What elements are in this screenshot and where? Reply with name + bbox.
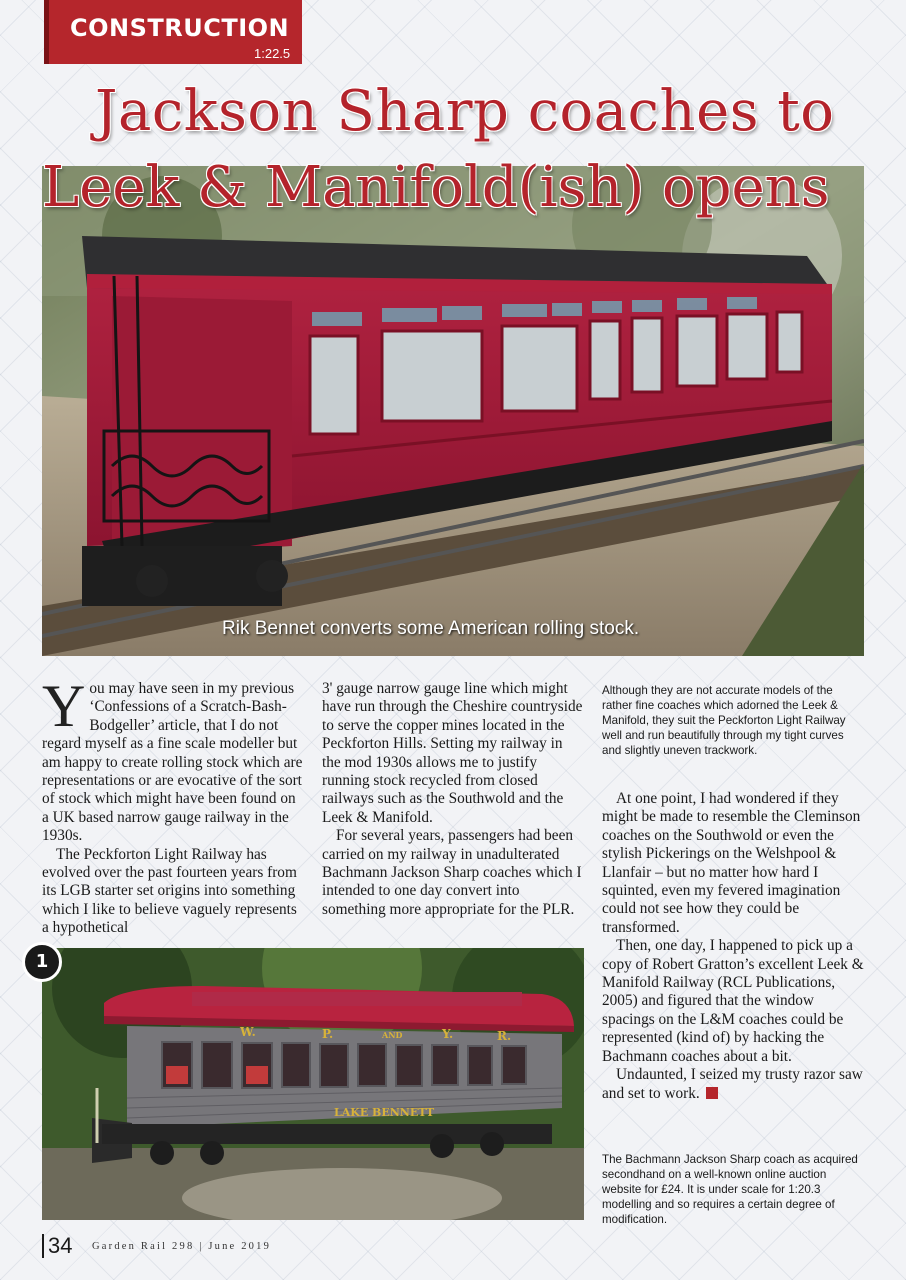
paragraph: ou may have seen in my previous ‘Confessions of a Scratch-Bash-Bodgeller’ article, that I do not regard myself as a fine scale modeller but am happy to create rolling stock which are representations or are evocative of the sort of stock which might have been found on a UK based narrow gauge railway in the 1930s. [42,680,303,845]
paragraph: Undaunted, I seized my trusty razor saw and set to work. [602,1066,863,1102]
hero-caption: Rik Bennet converts some American rolling stock. [222,618,640,639]
hero-photo [42,166,864,656]
coach-lettering-y: Y. [442,1027,454,1041]
photo-caption-bottom: The Bachmann Jackson Sharp coach as acquired secondhand on a well-known online auction website for £24. It is under scale for 1:20.3 modelling and so requires a certain degree of modification. [602,1153,858,1226]
photo-number-badge: 1 [22,942,62,982]
paragraph: For several years, passengers had been carried on my railway in unadulterated Bachmann Jackson Sharp coaches which I intended to one day convert into something more appropriate for the PLR. [322,827,582,918]
article-column-2 [322,680,584,919]
scale-label: 1:22.5 [254,46,291,61]
paragraph: At one point, I had wondered if they might be made to resemble the Cleminson coaches on the Southwold or even the stylish Pickerings on the Welshpool & Llanfair – but no matter how hard I squinted, even my fevered imagination could not see how they could be transformed. [602,790,861,936]
headline-line-1: Jackson Sharp coaches to [95,79,835,144]
article-column-3 [602,790,864,1103]
photo-bachmann-coach [42,948,584,1220]
article-column-1 [42,673,304,938]
paragraph: The Peckforton Light Railway has evolved over the past fourteen years from its LGB starter set origins into something which I like to believe vaguely represents a hypothetical [42,845,297,937]
coach-lettering-and: AND [382,1030,403,1040]
photo-caption-top: Although they are not accurate models of the rather fine coaches which adorned the Leek & Manifold, they suit the Peckforton Light Railway well and run beautifully through my tight curves and slightly uneven trackwork. [602,684,846,757]
section-label: CONSTRUCTION [70,14,290,42]
headline-line-2: Leek & Manifold(ish) opens [42,155,830,220]
page-number: 34 [48,1233,73,1258]
publication-info: Garden Rail 298 | June 2019 [92,1241,272,1252]
section-banner-bar [44,0,49,64]
hero-coach-illustration [42,166,864,656]
paragraph: Then, one day, I happened to pick up a copy of Robert Gratton’s excellent Leek & Manifold Railway (RCL Publications, 2005) and figured that the window spacings on the L&M coaches could be represented (kind of) by hacking the Bachmann coaches about a bit. [602,937,864,1065]
footer-rule [42,1234,44,1258]
end-mark [706,1087,718,1099]
coach-lettering-w: W. [240,1025,256,1039]
paragraph: 3' gauge narrow gauge line which might have run through the Cheshire countryside to serve the copper mines located in the Peckforton Hills. Setting my railway in the mod 1930s allows me to justify running stock recycled from closed railways such as the Southwold and the Leek & Manifold. [322,680,583,826]
drop-cap: Y [42,673,86,739]
coach-lettering-p: P. [322,1027,334,1041]
coach-name-lettering: LAKE BENNETT [334,1106,435,1119]
bachmann-coach-illustration [42,948,584,1220]
coach-lettering-r: R. [497,1029,512,1043]
